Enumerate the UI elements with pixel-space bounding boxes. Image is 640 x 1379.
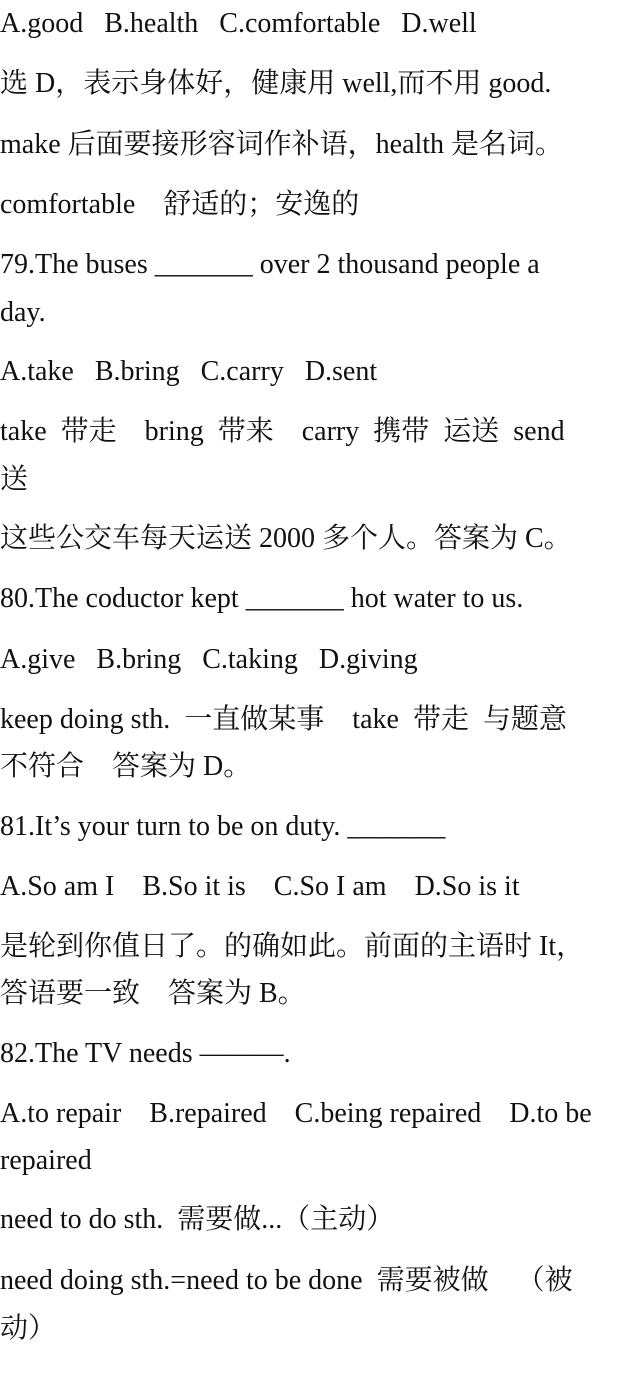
text-line-19: 82.The TV needs ———. (0, 1038, 291, 1069)
text-line-9: 送 (0, 464, 29, 495)
text-line-18: 答语要一致 答案为 B。 (0, 978, 306, 1009)
text-line-10: 这些公交车每天运送 2000 多个人。答案为 C。 (0, 523, 572, 554)
text-line-1: A.good B.health C.comfortable D.well (0, 8, 477, 39)
text-line-12: A.give B.bring C.taking D.giving (0, 644, 418, 675)
text-line-6: day. (0, 297, 46, 328)
text-line-7: A.take B.bring C.carry D.sent (0, 356, 378, 387)
text-line-13: keep doing sth. 一直做某事 take 带走 与题意 (0, 704, 567, 735)
text-line-21: repaired (0, 1145, 92, 1176)
text-line-2: 选 D，表示身体好，健康用 well,而不用 good. (0, 68, 552, 99)
text-line-16: A.So am I B.So it is C.So I am D.So is it (0, 871, 520, 902)
text-line-24: 动） (0, 1313, 57, 1344)
text-line-11: 80.The coductor kept _______ hot water to us. (0, 583, 524, 614)
text-line-3: make 后面要接形容词作补语，health 是名词。 (0, 129, 564, 160)
text-line-4: comfortable 舒适的；安逸的 (0, 189, 360, 220)
text-line-17: 是轮到你值日了。的确如此。前面的主语时 It， (0, 931, 585, 962)
text-line-22: need to do sth. 需要做...（主动） (0, 1204, 395, 1235)
text-line-5: 79.The buses _______ over 2 thousand people a (0, 249, 540, 280)
text-line-23: need doing sth.=need to be done 需要被做 （被 (0, 1265, 573, 1296)
text-line-8: take 带走 bring 带来 carry 携带 运送 send (0, 416, 565, 447)
text-line-14: 不符合 答案为 D。 (0, 751, 252, 782)
text-line-15: 81.It’s your turn to be on duty. _______ (0, 811, 446, 842)
text-line-20: A.to repair B.repaired C.being repaired D.to be (0, 1098, 592, 1129)
